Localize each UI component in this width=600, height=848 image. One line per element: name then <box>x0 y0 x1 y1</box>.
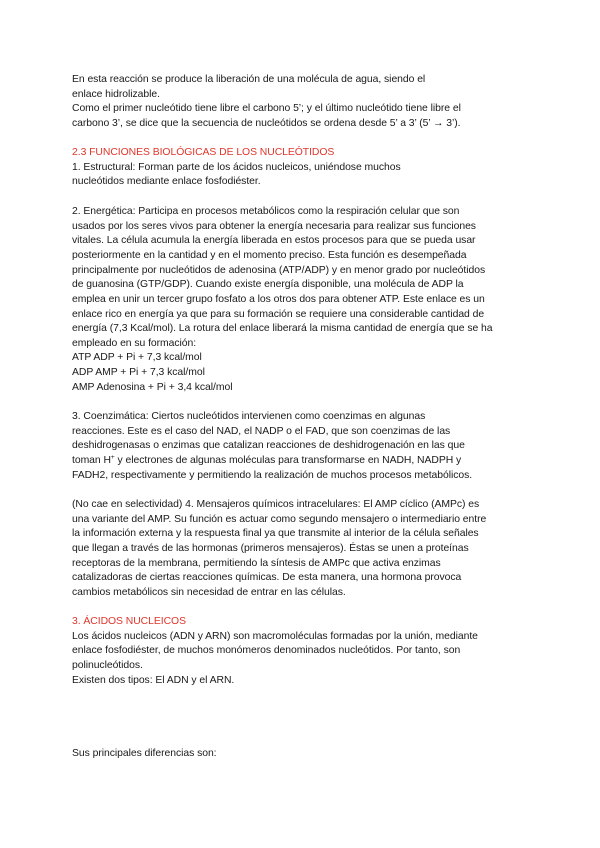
paragraph-line: deshidrogenasas o enzimas que catalizan reacciones de deshidrogenación en las que <box>72 440 465 451</box>
section-heading-2-3: 2.3 FUNCIONES BIOLÓGICAS DE LOS NUCLEÓTIDOS <box>72 147 335 158</box>
section-heading-3: 3. ÁCIDOS NUCLEICOS <box>72 616 186 627</box>
equation-adp: ADP AMP + Pi + 7,3 kcal/mol <box>72 367 205 378</box>
paragraph-line: 2. Energética: Participa en procesos metabólicos como la respiración celular que son <box>72 206 460 217</box>
paragraph-line: enlace hidrolizable. <box>72 89 160 100</box>
paragraph-line: cambios metabólicos sin necesidad de entrar en las células. <box>72 587 346 598</box>
paragraph-line: enlace rico en energía ya que para su formación se requiere una considerable cantidad de <box>72 309 485 320</box>
paragraph-line: enlace fosfodiéster, de muchos monómeros denominados nucleótidos. Por tanto, son <box>72 645 461 656</box>
paragraph-line: empleado en su formación: <box>72 338 197 349</box>
paragraph-line: una variante del AMP. Su función es actuar como segundo mensajero o intermediario entre <box>72 514 487 525</box>
paragraph-line: principalmente por nucleótidos de adenosina (ATP/ADP) y en menor grado por nucleótidos <box>72 265 486 276</box>
paragraph-line: carbono 3’, se dice que la secuencia de nucleótidos se ordena desde 5’ a 3’ (5’ → 3’). <box>72 118 461 129</box>
paragraph-line: catalizadoras de ciertas reacciones químicas. De esta manera, una hormona provoca <box>72 572 462 583</box>
paragraph-line: nucleótidos mediante enlace fosfodiéster. <box>72 176 261 187</box>
paragraph-line: emplea en unir un tercer grupo fosfato a los otros dos para obtener ATP. Este enlace es un <box>72 294 485 305</box>
paragraph-line: FADH2, respectivamente y permitiendo la realización de muchos procesos metabólicos. <box>72 470 473 481</box>
paragraph-line: vitales. La célula acumula la energía liberada en estos procesos para que se pueda usar <box>72 235 476 246</box>
paragraph-line: usados por los seres vivos para obtener la energía necesaria para realizar sus funciones <box>72 221 476 232</box>
paragraph-line: la información externa y la respuesta final ya que transmite al interior de la célula señales <box>72 528 479 539</box>
paragraph-line: Existen dos tipos: El ADN y el ARN. <box>72 675 235 686</box>
superscript-plus: + <box>110 454 115 461</box>
paragraph-line: 3. Coenzimática: Ciertos nucleótidos intervienen como coenzimas en algunas <box>72 411 426 422</box>
paragraph-line: receptoras de la membrana, permitiendo la síntesis de AMPc que activa enzimas <box>72 558 441 569</box>
paragraph-line: polinucleótidos. <box>72 660 143 671</box>
paragraph-line <box>72 453 461 468</box>
paragraph-line: reacciones. Este es el caso del NAD, el NADP o el FAD, que son coenzimas de las <box>72 426 451 437</box>
paragraph-line: Los ácidos nucleicos (ADN y ARN) son macromoléculas formadas por la unión, mediante <box>72 631 478 642</box>
text-fragment: toman H <box>72 455 111 466</box>
paragraph-line: posteriormente en la cantidad y en el momento preciso. Esta función es desempeñada <box>72 250 467 261</box>
equation-amp: AMP Adenosina + Pi + 3,4 kcal/mol <box>72 382 233 393</box>
paragraph-line: energía (7,3 Kcal/mol). La rotura del enlace liberará la misma cantidad de energía que se ha <box>72 323 493 334</box>
paragraph-line: 1. Estructural: Forman parte de los ácidos nucleicos, uniéndose muchos <box>72 162 401 173</box>
paragraph-line: Sus principales diferencias son: <box>72 748 217 759</box>
equation-atp: ATP ADP + Pi + 7,3 kcal/mol <box>72 352 202 363</box>
paragraph-line: que llegan a través de las hormonas (primeros mensajeros). Éstas se unen a proteínas <box>72 543 469 554</box>
text-fragment: y electrones de algunas moléculas para transformarse en NADH, NADPH y <box>114 455 462 466</box>
paragraph-line: En esta reacción se produce la liberación de una molécula de agua, siendo el <box>72 74 426 85</box>
paragraph-line: (No cae en selectividad) 4. Mensajeros químicos intracelulares: El AMP cíclico (AMPc) es <box>72 499 480 510</box>
paragraph-line: de guanosina (GTP/GDP). Cuando existe energía disponible, una molécula de ADP la <box>72 279 464 290</box>
paragraph-line: Como el primer nucleótido tiene libre el carbono 5’; y el último nucleótido tiene libre el <box>72 103 461 114</box>
